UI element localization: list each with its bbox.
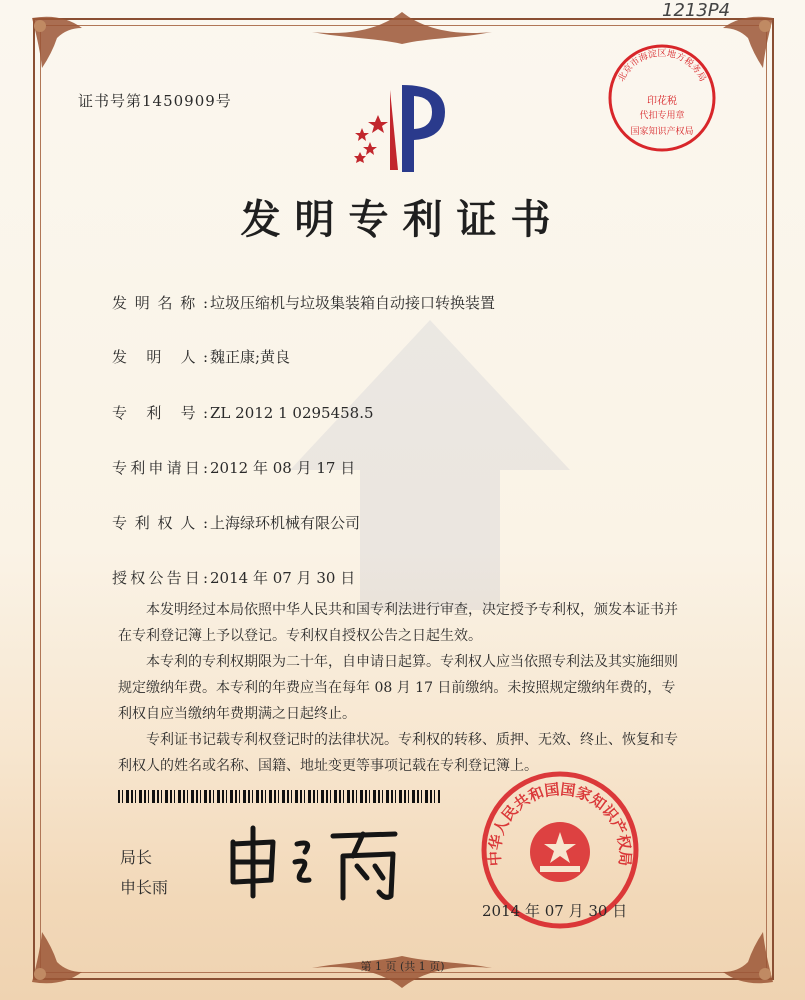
- tax-stamp-seal: [606, 42, 718, 158]
- field-label: 专 利 号:: [112, 404, 208, 422]
- handwritten-signature: [225, 822, 415, 902]
- field-grant-date: [112, 567, 355, 588]
- field-label: 专利申请日:: [112, 459, 208, 477]
- certificate-body: [118, 597, 688, 779]
- field-label: 发 明 人:: [112, 348, 208, 366]
- field-value: 魏正康;黄良: [210, 348, 291, 366]
- svg-text:国家知识产权局: 国家知识产权局: [630, 127, 694, 137]
- field-patentee: [112, 512, 360, 533]
- field-filing-date: [112, 457, 355, 478]
- field-label: 授权公告日:: [112, 569, 208, 587]
- paragraph-3: 专利证书记载专利权登记时的法律状况。专利权的转移、质押、无效、终止、恢复和专利权人的姓名或名称、国籍、地址变更等事项记载在专利登记簿上。: [118, 732, 678, 774]
- svg-text:中华人民共和国国家知识产权局: 中华人民共和国国家知识产权局: [485, 780, 635, 867]
- paragraph-2: 本专利的专利权期限为二十年，自申请日起算。专利权人应当依照专利法及其实施细则规定缴纳年费。本专利的年费应当在每年 08 月 17 日前缴纳。未按照规定缴纳年费的，专利权自应当缴纳年费期满之日起终止。: [118, 654, 678, 722]
- bottom-left-ornament: [22, 922, 92, 992]
- svg-text:印花税: 印花税: [647, 96, 677, 107]
- certificate-title: 发明专利证书: [240, 196, 565, 243]
- director-title: 局长: [120, 848, 153, 867]
- page-footer: 第 1 页 (共 1 页): [360, 960, 445, 973]
- top-left-ornament: [22, 8, 92, 78]
- issue-date: 2014 年 07 月 30 日: [482, 902, 628, 920]
- svg-text:北京市海淀区地方税务局: 北京市海淀区地方税务局: [616, 49, 708, 84]
- field-value: 2012 年 08 月 17 日: [210, 459, 356, 477]
- director-name: 申长雨: [120, 878, 169, 897]
- handwritten-note: 1213P4: [662, 0, 731, 21]
- barcode: [118, 790, 440, 803]
- field-label: 专利权人:: [112, 514, 208, 532]
- cnipa-logo: [340, 80, 460, 180]
- field-label: 发明名称:: [112, 294, 208, 312]
- bottom-right-ornament: [713, 922, 783, 992]
- top-center-ornament: [282, 8, 522, 48]
- field-value: ZL 2012 1 0295458.5: [210, 404, 374, 422]
- field-value: 垃圾压缩机与垃圾集装箱自动接口转换装置: [210, 294, 496, 312]
- field-value: 2014 年 07 月 30 日: [210, 569, 356, 587]
- certificate-number: 证书号第1450909号: [78, 92, 232, 110]
- field-inventor: [112, 346, 290, 367]
- svg-text:代扣专用章: 代扣专用章: [639, 111, 685, 121]
- paragraph-1: 本发明经过本局依照中华人民共和国专利法进行审查，决定授予专利权，颁发本证书并在专利登记簿上予以登记。专利权自授权公告之日起生效。: [118, 602, 678, 644]
- field-invention-name: [112, 292, 495, 313]
- field-value: 上海绿环机械有限公司: [210, 514, 361, 532]
- field-patent-number: [112, 402, 374, 423]
